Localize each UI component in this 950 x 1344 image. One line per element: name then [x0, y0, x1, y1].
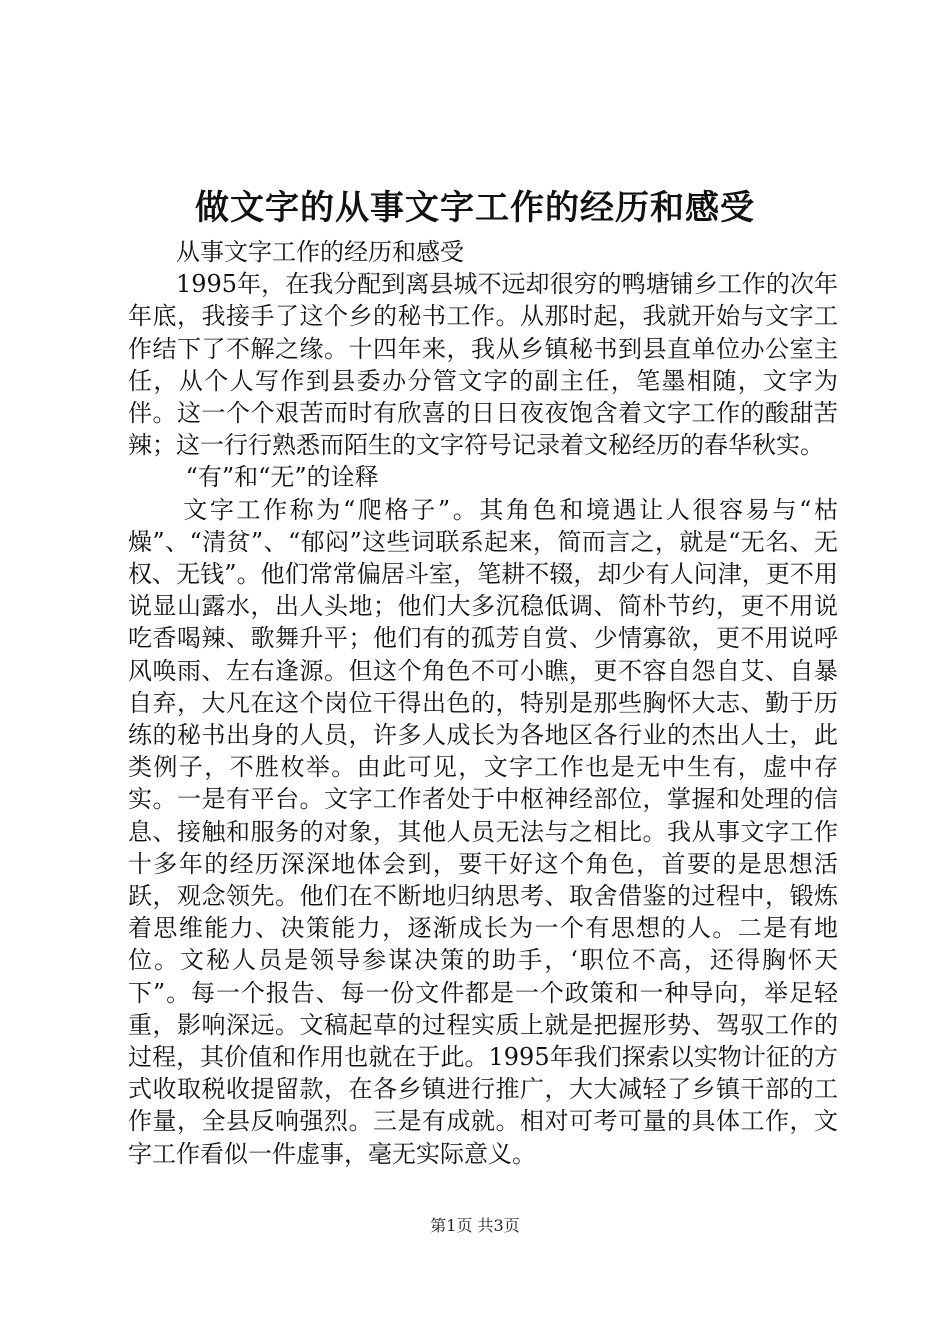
document-subtitle: 从事文字工作的经历和感受 [176, 238, 464, 266]
section-heading: “有”和“无”的诠释 [185, 463, 379, 492]
paragraph: 文字工作称为“爬格子”。其角色和境遇让人很容易与“枯燥”、“清贫”、“郁闷”这些词联系起来，简而言之，就是“无名、无权、无钱”。他们常常偏居斗室，笔耕不辍，却少有人问津，更不用说显山露水，出人头地；他们大多沉稳低调、简朴节约，更不用说吃香喝辣、歌舞升平；他们有的孤芳自赏、少情寡欲，更不用说呼风唤雨、左右逢源。但这个角色不可小瞧，更不容自怨自艾、自暴自弃，大凡在这个岗位干得出色的，特别是那些胸怀大志、勤于历练的秘书出身的人员，许多人成长为各地区各行业的杰出人士，此类例子，不胜枚举。由此可见，文字工作也是无中生有，虚中存实。一是有平台。文字工作者处于中枢神经部位，掌握和处理的信息、接触和服务的对象，其他人员无法与之相比。我从事文字工作十多年的经历深深地体会到，要干好这个角色，首要的是思想活跃，观念领先。他们在不断地归纳思考、取舍借鉴的过程中，锻炼着思维能力、决策能力，逐渐成长为一个有思想的人。二是有地位。文秘人员是领导参谋决策的助手，‘职位不高，还得胸怀天下”。每一个报告、每一份文件都是一个政策和一种导向，举足轻重，影响深远。文稿起草的过程实质上就是把握形势、驾驭工作的过程，其价值和作用也就在于此。1995年我们探索以实物计征的方式收取税收提留款，在各乡镇进行推广，大大减轻了乡镇干部的工作量，全县反响强烈。三是有成就。相对可考可量的具体工作，文字工作看似一件虚事，毫无实际意义。 [128, 495, 838, 1168]
paragraph: 1995年，在我分配到离县城不远却很穷的鸭塘铺乡工作的次年年底，我接手了这个乡的秘书工作。从那时起，我就开始与文字工作结下了不解之缘。十四年来，我从乡镇秘书到县直单位办公室主任，从个人写作到县委办分管文字的副主任，笔墨相随，文字为伴。这一个个艰苦而时有欣喜的日日夜夜饱含着文字工作的酸甜苦辣；这一行行熟悉而陌生的文字符号记录着文秘经历的春华秋实。 [128, 270, 838, 460]
document-body [128, 236, 838, 1170]
page-number-footer: 第1页 共3页 [430, 1216, 520, 1235]
document-title: 做文字的从事文字工作的经历和感受 [195, 188, 755, 228]
